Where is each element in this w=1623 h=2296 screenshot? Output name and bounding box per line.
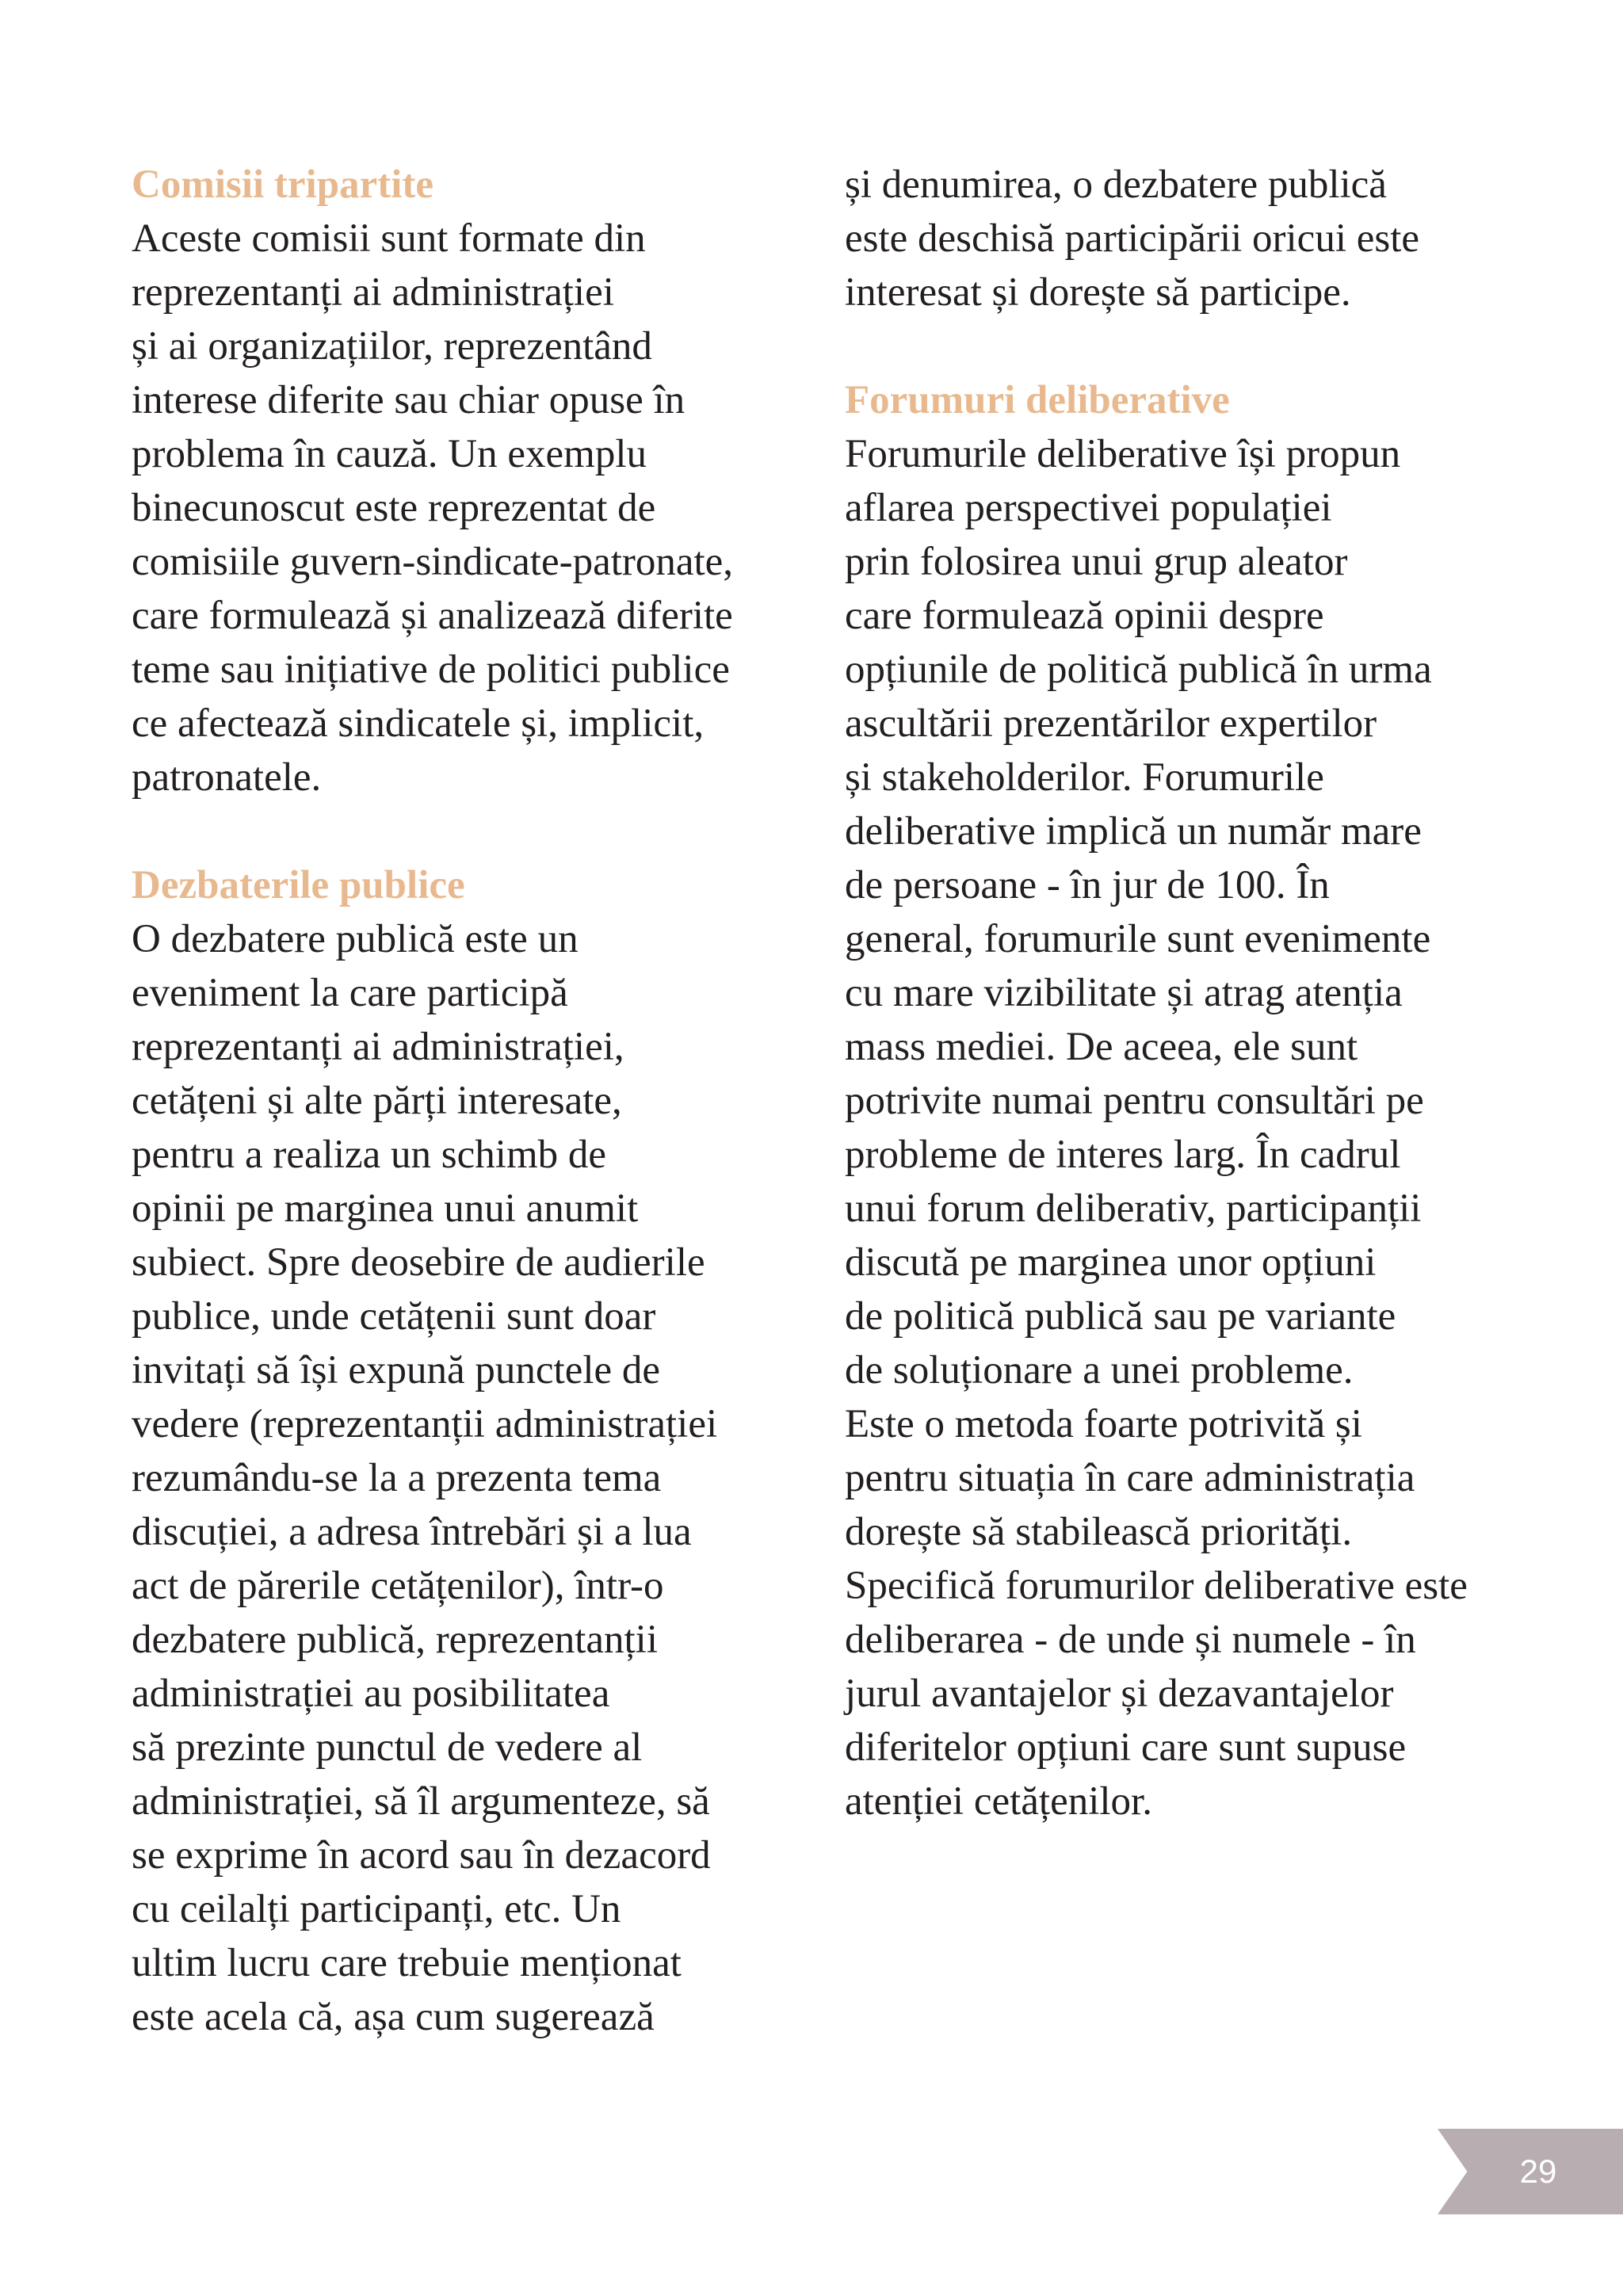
paragraph-line: subiect. Spre deosebire de audierile bbox=[132, 1240, 705, 1285]
paragraph-line: de persoane - în jur de 100. În bbox=[845, 863, 1330, 907]
paragraph-line: reprezentanți ai administrației, bbox=[132, 1025, 624, 1069]
section-heading-comisii-tripartite: Comisii tripartite bbox=[132, 162, 433, 207]
paragraph-line: Specifică forumurilor deliberative este bbox=[845, 1564, 1468, 1608]
section-heading-dezbaterile-publice: Dezbaterile publice bbox=[132, 863, 465, 907]
paragraph-line: interese diferite sau chiar opuse în bbox=[132, 378, 685, 422]
paragraph-line: pentru situația în care administrația bbox=[845, 1456, 1415, 1500]
paragraph-line: discuției, a adresa întrebări și a lua bbox=[132, 1510, 692, 1554]
paragraph-line: interesat și dorește să participe. bbox=[845, 270, 1351, 315]
paragraph-line: problema în cauză. Un exemplu bbox=[132, 432, 647, 476]
paragraph-line: binecunoscut este reprezentat de bbox=[132, 486, 656, 530]
paragraph-line: publice, unde cetățenii sunt doar bbox=[132, 1294, 656, 1339]
paragraph-line: patronatele. bbox=[132, 755, 322, 800]
paragraph-line: general, forumurile sunt evenimente bbox=[845, 917, 1431, 961]
paragraph-line: Este o metoda foarte potrivită și bbox=[845, 1402, 1362, 1446]
paragraph-line: dezbatere publică, reprezentanții bbox=[132, 1618, 659, 1662]
paragraph-line: comisiile guvern-sindicate-patronate, bbox=[132, 540, 734, 584]
paragraph-line: opinii pe marginea unui anumit bbox=[132, 1186, 639, 1231]
paragraph-line: act de părerile cetățenilor), într-o bbox=[132, 1564, 664, 1608]
paragraph-line: discută pe marginea unor opțiuni bbox=[845, 1240, 1377, 1285]
paragraph-line: ascultării prezentărilor expertilor bbox=[845, 701, 1377, 746]
paragraph-line: se exprime în acord sau în dezacord bbox=[132, 1833, 711, 1878]
paragraph-line: O dezbatere publică este un bbox=[132, 917, 579, 961]
paragraph-line: cu ceilalți participanți, etc. Un bbox=[132, 1887, 621, 1931]
paragraph-line: administrației, să îl argumenteze, să bbox=[132, 1779, 710, 1824]
paragraph-line: probleme de interes larg. În cadrul bbox=[845, 1133, 1401, 1177]
paragraph-line: cetățeni și alte părți interesate, bbox=[132, 1079, 622, 1123]
paragraph-comisii-tripartite bbox=[132, 212, 789, 804]
paragraph-line: este acela că, așa cum sugerează bbox=[132, 1995, 655, 2039]
paragraph-line: și ai organizațiilor, reprezentând bbox=[132, 324, 652, 369]
paragraph-line: cu mare vizibilitate și atrag atenția bbox=[845, 971, 1403, 1015]
section-spacer bbox=[132, 804, 789, 858]
paragraph-continuation bbox=[845, 158, 1510, 319]
paragraph-line: să prezinte punctul de vedere al bbox=[132, 1725, 643, 1770]
paragraph-line: care formulează opinii despre bbox=[845, 594, 1324, 638]
paragraph-line: invitați să își expună punctele de bbox=[132, 1348, 661, 1392]
paragraph-line: aflarea perspectivei populației bbox=[845, 486, 1332, 530]
paragraph-forumuri-deliberative bbox=[845, 427, 1510, 1828]
paragraph-line: reprezentanți ai administrației bbox=[132, 270, 614, 315]
paragraph-line: prin folosirea unui grup aleator bbox=[845, 540, 1348, 584]
left-column bbox=[132, 158, 789, 2044]
paragraph-line: vedere (reprezentanții administrației bbox=[132, 1402, 718, 1446]
page-number: 29 bbox=[1519, 2153, 1557, 2190]
paragraph-line: este deschisă participării oricui este bbox=[845, 216, 1420, 261]
paragraph-line: care formulează și analizează diferite bbox=[132, 594, 733, 638]
right-column bbox=[845, 158, 1510, 1828]
paragraph-line: diferitelor opțiuni care sunt supuse bbox=[845, 1725, 1407, 1770]
paragraph-line: unui forum deliberativ, participanții bbox=[845, 1186, 1422, 1231]
paragraph-line: opțiunile de politică publică în urma bbox=[845, 648, 1432, 692]
section-heading-forumuri-deliberative: Forumuri deliberative bbox=[845, 378, 1230, 422]
paragraph-line: eveniment la care participă bbox=[132, 971, 568, 1015]
paragraph-line: și stakeholderilor. Forumurile bbox=[845, 755, 1324, 800]
paragraph-line: rezumându-se la a prezenta tema bbox=[132, 1456, 662, 1500]
paragraph-dezbaterile-publice bbox=[132, 912, 789, 2044]
section-spacer bbox=[845, 319, 1510, 373]
paragraph-line: și denumirea, o dezbatere publică bbox=[845, 162, 1387, 207]
paragraph-line: pentru a realiza un schimb de bbox=[132, 1133, 607, 1177]
paragraph-line: mass mediei. De aceea, ele sunt bbox=[845, 1025, 1358, 1069]
paragraph-line: ultim lucru care trebuie menționat bbox=[132, 1941, 682, 1985]
paragraph-line: ce afectează sindicatele și, implicit, bbox=[132, 701, 705, 746]
paragraph-line: Forumurile deliberative își propun bbox=[845, 432, 1401, 476]
paragraph-line: deliberative implică un număr mare bbox=[845, 809, 1422, 854]
paragraph-line: atenției cetățenilor. bbox=[845, 1779, 1152, 1824]
paragraph-line: deliberarea - de unde și numele - în bbox=[845, 1618, 1416, 1662]
paragraph-line: Aceste comisii sunt formate din bbox=[132, 216, 646, 261]
paragraph-line: teme sau inițiative de politici publice bbox=[132, 648, 730, 692]
paragraph-line: potrivite numai pentru consultări pe bbox=[845, 1079, 1424, 1123]
paragraph-line: jurul avantajelor și dezavantajelor bbox=[845, 1671, 1394, 1716]
paragraph-line: de politică publică sau pe variante bbox=[845, 1294, 1396, 1339]
paragraph-line: dorește să stabilească priorități. bbox=[845, 1510, 1353, 1554]
paragraph-line: de soluționare a unei probleme. bbox=[845, 1348, 1354, 1392]
paragraph-line: administrației au posibilitatea bbox=[132, 1671, 610, 1716]
